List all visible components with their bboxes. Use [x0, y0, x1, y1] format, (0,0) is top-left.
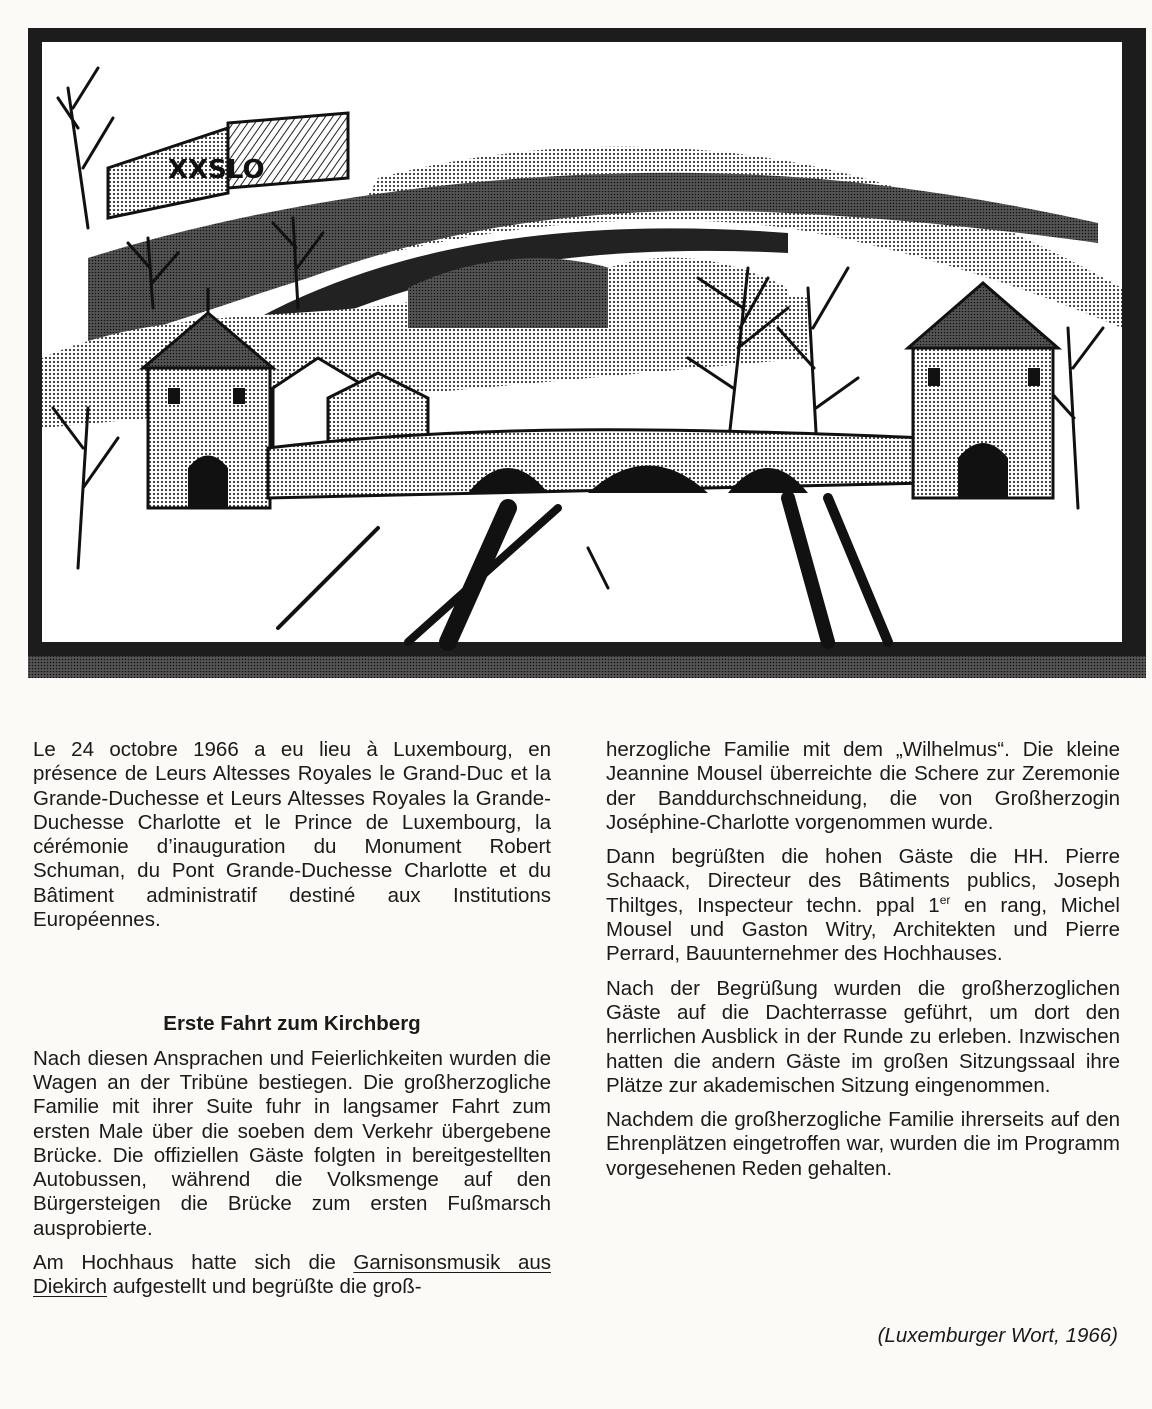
- paragraph-text: Dann begrüßten die hohen Gäste die HH. Pierre Schaack, Directeur des Bâtiments publics, Joseph Thiltges, Inspecteur techn. ppal 1: [606, 845, 1120, 917]
- underlined-text: Garnisonsmusik aus Diekirch: [33, 1251, 551, 1299]
- article-right-column: [606, 738, 1120, 1191]
- body-paragraph: [33, 1251, 551, 1300]
- paragraph-text: aufgestellt und begrüßte die groß-: [107, 1275, 422, 1299]
- section-heading: Erste Fahrt zum Kirchberg: [163, 1012, 421, 1036]
- svg-text:XXSLO: XXSLO: [168, 155, 265, 185]
- body-paragraph: Nachdem die großherzogliche Familie ihrerseits auf den Ehrenplätzen eingetroffen war, wurden die im Programm vorgesehenen Reden gehalten.: [606, 1108, 1120, 1180]
- body-paragraph: herzogliche Familie mit dem „Wilhelmus“. Die kleine Jeannine Mousel überreichte die Schere zur Zeremonie der Banddurchschneidung, die von Großherzogin Joséphine-Charlotte vorgenommen wurde.: [606, 738, 1120, 834]
- article-left-column: [33, 738, 551, 1300]
- body-paragraph: [606, 845, 1120, 966]
- paragraph-text: Am Hochhaus hatte sich die: [33, 1251, 354, 1275]
- body-paragraph: Nach der Begrüßung wurden die großherzoglichen Gäste auf die Dachterrasse geführt, um dort den herrlichen Ausblick in der Runde zu erleben. Inzwischen hatten die andern Gäste im großen Sitzungssaal ihre Plätze zur akademischen Sitzung eingenommen.: [606, 976, 1120, 1097]
- body-paragraph: Nach diesen Ansprachen und Feierlichkeiten wurden die Wagen an der Tribüne bestiegen. Die großherzogliche Familie mit ihrer Suite fuhr in langsamer Fahrt zum ersten Male über die soeben dem Verkehr übergebene Brücke. Die offiziellen Gäste folgten in bereitgestellten Autobussen, während die Volksmenge auf den Bürgersteigen die Brücke zum ersten Fußmarsch ausprobierte.: [33, 1046, 551, 1240]
- source-citation: (Luxemburger Wort, 1966): [877, 1324, 1118, 1347]
- paragraph-text: en rang, Michel Mousel und Gaston Witry, Architekten und Pierre Perrard, Bauunternehmer des Hochhauses.: [606, 893, 1120, 966]
- intro-paragraph: Le 24 octobre 1966 a eu lieu à Luxembourg, en présence de Leurs Altesses Royales le Grand-Duc et la Grande-Duchesse et Leurs Altesses Royales la Grande-Duchesse Charlotte et le Prince de Luxembourg, la cérémonie d’inauguration du Monument Robert Schuman, du Pont Grande-Duchesse Charlotte et du Bâtiment administratif destiné aux Institutions Européennes.: [33, 738, 551, 932]
- superscript-text: er: [939, 892, 951, 907]
- woodcut-bridge-illustration-icon: [28, 28, 1146, 678]
